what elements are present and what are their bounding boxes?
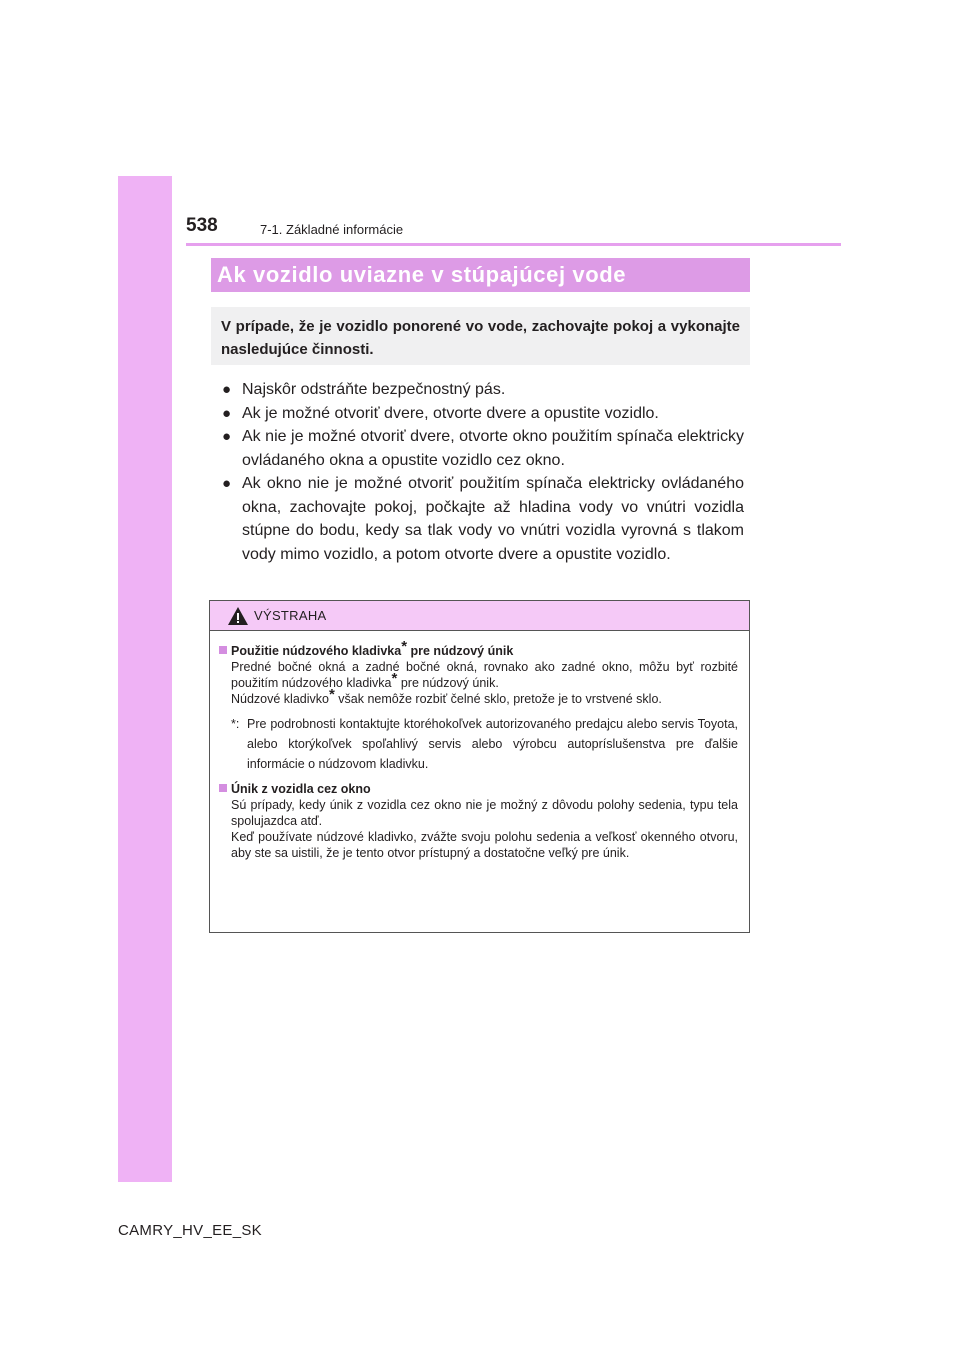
page-number: 538	[186, 215, 218, 236]
chapter-title: 7-1. Základné informácie	[260, 222, 404, 237]
heading-text: Použitie núdzového kladivka	[231, 644, 402, 658]
paragraph-text: Predné bočné okná a zadné bočné okná, rovnako ako zadné okno, môžu byť rozbité použitím núdzového kladivka	[231, 660, 738, 690]
list-item	[222, 425, 744, 472]
warning-paragraph	[219, 659, 738, 691]
warning-paragraph	[219, 686, 738, 707]
asterisk-mark: *	[401, 638, 408, 655]
paragraph-text: Núdzové kladivko	[231, 692, 329, 706]
bullet-icon: ●	[222, 428, 232, 445]
square-bullet-icon	[219, 784, 227, 792]
footnote	[219, 714, 738, 774]
bullet-icon: ●	[222, 475, 232, 492]
warning-triangle-icon	[227, 606, 249, 626]
paragraph-text: však nemôže rozbiť čelné sklo, pretože je to vrstvené sklo.	[334, 692, 662, 706]
paragraph-text: pre núdzový únik.	[397, 676, 499, 690]
warning-paragraph	[219, 797, 738, 829]
heading-text: pre núdzový únik	[407, 644, 514, 658]
list-item	[222, 472, 744, 566]
list-item-text: Ak okno nie je možné otvoriť použitím spínača elektricky ovládaného okna, zachovajte pokoj, počkajte až hladina vody vo vnútri vozidla stúpne do bodu, kedy sa tlak vody vo vnútri vozidla vyrovná s tlakom vody mimo vozidlo, a potom otvorte dvere a opustite vozidlo.	[242, 475, 744, 563]
paragraph-text: Sú prípady, kedy únik z vozidla cez okno nie je možný z dôvodu polohy sedenia, typu tela spolujazdca atď.	[231, 798, 738, 828]
footnote-mark: *:	[231, 717, 240, 731]
list-item-text: Ak nie je možné otvoriť dvere, otvorte okno použitím spínača elektricky ovládaného okna a opustite vozidlo cez okno.	[242, 428, 744, 469]
asterisk-mark: *	[391, 670, 398, 687]
square-bullet-icon	[219, 646, 227, 654]
bullet-icon: ●	[222, 381, 232, 398]
bullet-icon: ●	[222, 404, 232, 422]
section-title-bar	[211, 258, 750, 292]
section-title: Ak vozidlo uviazne v stúpajúcej vode	[217, 262, 627, 287]
side-band	[118, 176, 172, 1182]
bullet-list	[222, 378, 744, 566]
footer-code: CAMRY_HV_EE_SK	[118, 1222, 262, 1239]
warning-section-heading	[219, 781, 738, 797]
intro-text: V prípade, že je vozidlo ponorené vo vode, zachovajte pokoj a vykonajte nasledujúce činnosti.	[221, 318, 740, 358]
asterisk-mark: *	[328, 686, 335, 703]
paragraph-text: Keď používate núdzové kladivko, zvážte svoju polohu sedenia a veľkosť okenného otvoru, aby ste sa uistili, že je tento otvor prístupný a dostatočne veľký pre únik.	[231, 830, 738, 860]
footnote-text: Pre podrobnosti kontaktujte ktoréhokoľvek autorizovaného predajcu alebo servis Toyota, alebo ktorýkoľvek spoľahlivý servis alebo výrobcu autopríslušenstva pre ďalšie informácie o núdzovom kladivku.	[247, 717, 738, 771]
list-item	[222, 402, 744, 426]
heading-text: Únik z vozidla cez okno	[231, 782, 371, 796]
warning-section-heading	[219, 638, 738, 659]
header-rule	[186, 243, 841, 246]
warning-title: VÝSTRAHA	[254, 608, 327, 623]
intro-box	[211, 307, 750, 365]
list-item	[222, 378, 744, 402]
warning-body	[210, 631, 749, 861]
warning-header	[210, 601, 749, 631]
list-item-text: Ak je možné otvoriť dvere, otvorte dvere a opustite vozidlo.	[242, 404, 659, 422]
warning-box	[209, 600, 750, 933]
list-item-text: Najskôr odstráňte bezpečnostný pás.	[242, 381, 506, 398]
warning-paragraph	[219, 829, 738, 861]
